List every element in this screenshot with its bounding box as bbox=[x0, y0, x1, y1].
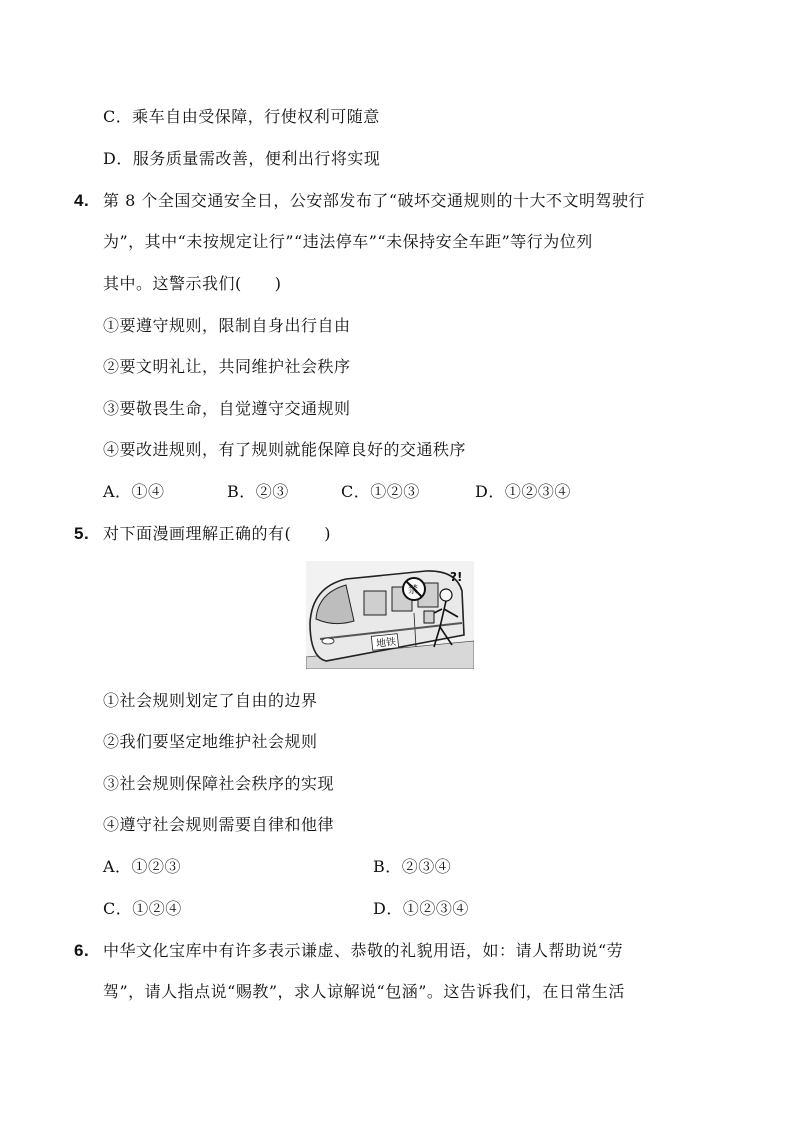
q4-item-1: ①要遵守规则，限制自身出行自由 bbox=[103, 316, 351, 335]
q6-stem-line2: 驾”，请人指点说“赐教”，求人谅解说“包涵”。这告诉我们，在日常生活 bbox=[103, 982, 625, 1001]
q4-item-2: ②要文明礼让，共同维护社会秩序 bbox=[103, 357, 351, 376]
q5-option-c: C．①②④ bbox=[103, 899, 182, 918]
q4-stem-line3: 其中。这警示我们( ) bbox=[103, 274, 282, 293]
q4-item-4: ④要改进规则，有了规则就能保障良好的交通秩序 bbox=[103, 440, 467, 459]
q4-option-d: D．①②③④ bbox=[475, 482, 571, 501]
q3-option-c: C．乘车自由受保障，行使权利可随意 bbox=[103, 107, 380, 126]
q4-option-b: B．②③ bbox=[227, 482, 289, 501]
q6-stem-line1: 中华文化宝库中有许多表示谦虚、恭敬的礼貌用语，如：请人帮助说“劳 bbox=[103, 941, 624, 960]
q4-item-3: ③要敬畏生命，自觉遵守交通规则 bbox=[103, 399, 351, 418]
q5-item-2: ②我们要坚定地维护社会规则 bbox=[103, 732, 318, 751]
q4-number: 4. bbox=[74, 191, 90, 210]
prohibition-sign-text: 禁 bbox=[408, 585, 418, 596]
q4-stem-line2: 为”，其中“未按规定让行”“违法停车”“未保持安全车距”等行为位列 bbox=[103, 232, 593, 251]
q5-item-3: ③社会规则保障社会秩序的实现 bbox=[103, 774, 335, 793]
q6-number: 6. bbox=[74, 941, 90, 960]
q4-option-c: C．①②③ bbox=[341, 482, 420, 501]
q5-option-a: A．①②③ bbox=[103, 857, 182, 876]
subway-cartoon-image bbox=[306, 561, 474, 669]
q5-number: 5. bbox=[74, 524, 90, 543]
car-label: 地铁 bbox=[375, 636, 397, 650]
q5-item-4: ④遵守社会规则需要自律和他律 bbox=[103, 815, 335, 834]
q5-option-d: D．①②③④ bbox=[373, 899, 469, 918]
q5-stem: 对下面漫画理解正确的有( ) bbox=[103, 524, 331, 543]
q4-option-a: A．①④ bbox=[103, 482, 165, 501]
q4-stem-line1: 第 8 个全国交通安全日，公安部发布了“破坏交通规则的十大不文明驾驶行 bbox=[103, 191, 646, 210]
q5-option-b: B．②③④ bbox=[373, 857, 452, 876]
q5-item-1: ①社会规则划定了自由的边界 bbox=[103, 691, 318, 710]
confusion-marks: ?! bbox=[450, 570, 463, 584]
q3-option-d: D．服务质量需改善，便利出行将实现 bbox=[103, 149, 381, 168]
